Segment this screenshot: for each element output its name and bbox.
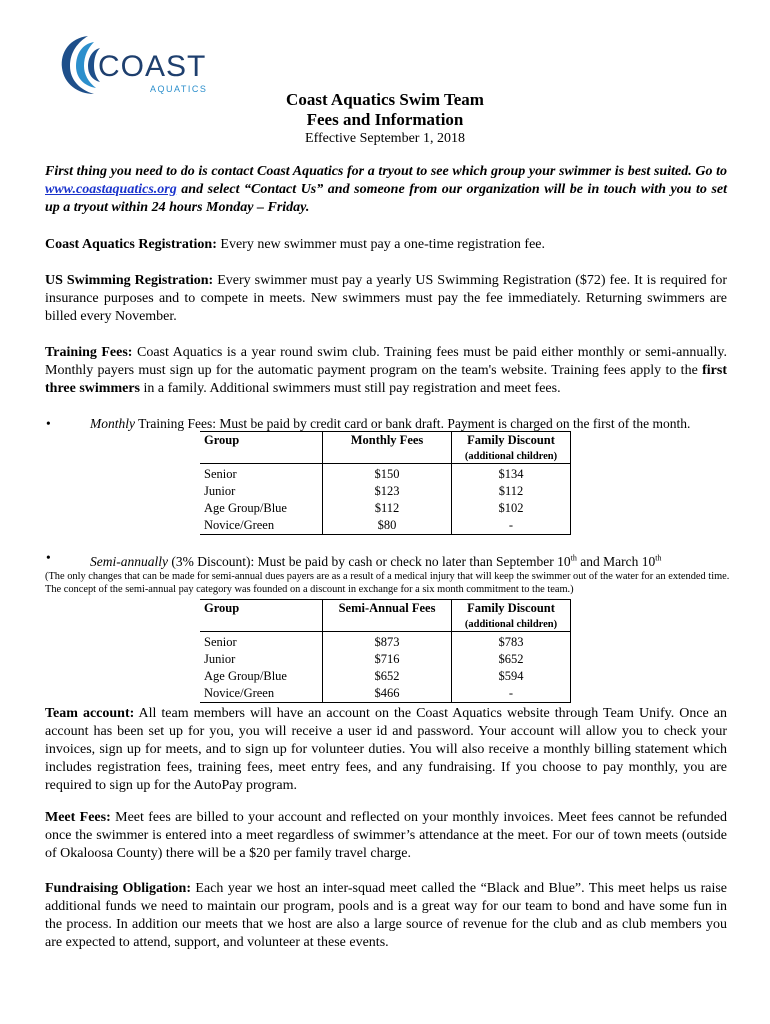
intro-text-2: and select “Contact Us” and someone from our organization will be in touch with you to set up a tryout within 24 hours Monday – Friday. [45,182,727,215]
us-swimming-label: US Swimming Registration: [45,273,214,288]
fundraising-text: Each year we host an inter-squad meet called the “Black and Blue”. This meet helps us raise additional funds we need to maintain our program, pools and is a great way for our team to bond and have some fun in the process. In addition our meets that we host are also a large source of revenue for the club and as club members you are expected to attend, support, and volunteer at these events. [45,881,727,950]
intro-paragraph [45,163,727,217]
table-header: Group [200,432,323,450]
bullet-icon: • [46,550,51,565]
semi-text-a: (3% Discount): Must be paid by cash or check no later than September 10 [167,553,571,569]
cell-fee: $112 [323,500,452,517]
table-header: Family Discount [452,600,571,618]
cell-group: Age Group/Blue [204,669,287,683]
cell-discount: $134 [452,464,571,484]
table-row [200,651,571,668]
meet-fees-text: Meet fees are billed to your account and reflected on your monthly invoices. Meet fees cannot be refunded once the swimmer is entered into a meet regardless of swimmer’s attendance at the meet. For our of town meets (outside of Okaloosa County) there will be a $20 per family travel charge. [45,810,727,861]
cell-group: Junior [204,652,236,666]
us-swimming-text: Every swimmer must pay a yearly US Swimming Registration ($72) fee. It is required for insurance purposes and to compete in meets. New swimmers must pay the fee immediately. Returning swimmers are billed every November. [45,273,727,324]
meet-fees-paragraph [45,809,727,863]
semi-sup-2: th [655,553,662,562]
cell-discount: $112 [452,483,571,500]
cell-group: Novice/Green [200,517,323,535]
cell-group: Junior [204,484,236,498]
semi-annual-note: (The only changes that can be made for semi-annual dues payers are as a result of a medical injury that will keep the swimmer out of the water for an extended time. The concept of the semi-annual pay category was founded on a discount in exchange for a six month commitment to the team.) [45,571,730,595]
semi-text-b: and March 10 [576,553,656,569]
table-row [200,632,571,652]
team-account-paragraph [45,705,727,795]
table-row [200,464,571,484]
monthly-label: Monthly [90,416,135,431]
table-header: Semi-Annual Fees [323,600,452,618]
table-subheader: (additional children) [452,617,571,632]
table-row [200,668,571,685]
intro-text-1: First thing you need to do is contact Coast Aquatics for a tryout to see which group your swimmer is best suited. Go to [45,164,727,179]
monthly-bullet [46,415,736,432]
cell-fee: $123 [323,483,452,500]
semi-annual-fees-table [200,599,571,703]
monthly-fees-table [200,431,571,535]
meet-fees-label: Meet Fees: [45,810,111,825]
registration-text: Every new swimmer must pay a one-time registration fee. [216,237,546,252]
table-row [200,483,571,500]
cell-group: Novice/Green [200,685,323,703]
registration-label: Coast Aquatics Registration: [45,237,217,252]
fundraising-paragraph [45,880,727,952]
cell-fee: $150 [323,464,452,484]
cell-fee: $466 [323,685,452,703]
logo-word: COAST [98,50,207,83]
cell-discount: $594 [452,668,571,685]
training-text-2: in a family. Additional swimmers must still pay registration and meet fees. [140,381,561,396]
registration-paragraph [45,236,727,254]
table-row [200,500,571,517]
training-text-1: Coast Aquatics is a year round swim club. Training fees must be paid either monthly or semi-annually. Monthly payers must sign up for the automatic payment program on the team's website. Training fees apply to the [45,345,727,378]
cell-fee: $80 [323,517,452,535]
fundraising-label: Fundraising Obligation: [45,881,192,896]
training-fees-paragraph [45,344,727,398]
us-swimming-paragraph [45,272,727,326]
table-header: Family Discount [452,432,571,450]
cell-fee: $873 [323,632,452,652]
cell-group: Senior [204,635,237,649]
team-account-text: All team members will have an account on the Coast Aquatics website through Team Unify. Once an account has been set up for you, you will receive a user id and password. Your account will allow you to check your invoices, sign up for meets, and to sign up for volunteer duties. You will also receive a monthly billing statement which includes registration fees, training fees, meet entry fees, and any fundraising. If you choose to pay monthly, you are required to sign up for the AutoPay program. [45,706,727,793]
cell-discount: $783 [452,632,571,652]
semi-sup-1: th [570,553,577,562]
cell-fee: $716 [323,651,452,668]
training-label: Training Fees: [45,345,133,360]
table-row [200,517,571,535]
cell-group: Age Group/Blue [204,501,287,515]
table-row [200,685,571,703]
page-subtitle: Fees and Information [306,110,464,129]
page-title: Coast Aquatics Swim Team [286,90,484,109]
logo-sub: AQUATICS [150,84,208,94]
cell-discount: $102 [452,500,571,517]
cell-discount: $652 [452,651,571,668]
cell-group: Senior [204,467,237,481]
cell-discount: - [452,685,571,703]
semi-annual-bullet [46,549,736,570]
semi-label: Semi-annually [90,553,168,569]
table-header: Group [200,600,323,618]
team-account-label: Team account: [45,706,135,721]
bullet-icon: • [46,416,51,431]
table-subheader: (additional children) [452,449,571,464]
cell-fee: $652 [323,668,452,685]
coast-aquatics-logo [58,32,228,98]
table-header: Monthly Fees [323,432,452,450]
website-link[interactable]: www.coastaquatics.org [45,182,177,197]
cell-discount: - [452,517,571,535]
effective-date: Effective September 1, 2018 [305,131,465,146]
training-bold: first three swimmers [45,363,727,396]
monthly-text: Training Fees: Must be paid by credit card or bank draft. Payment is charged on the first of the month. [135,416,691,431]
